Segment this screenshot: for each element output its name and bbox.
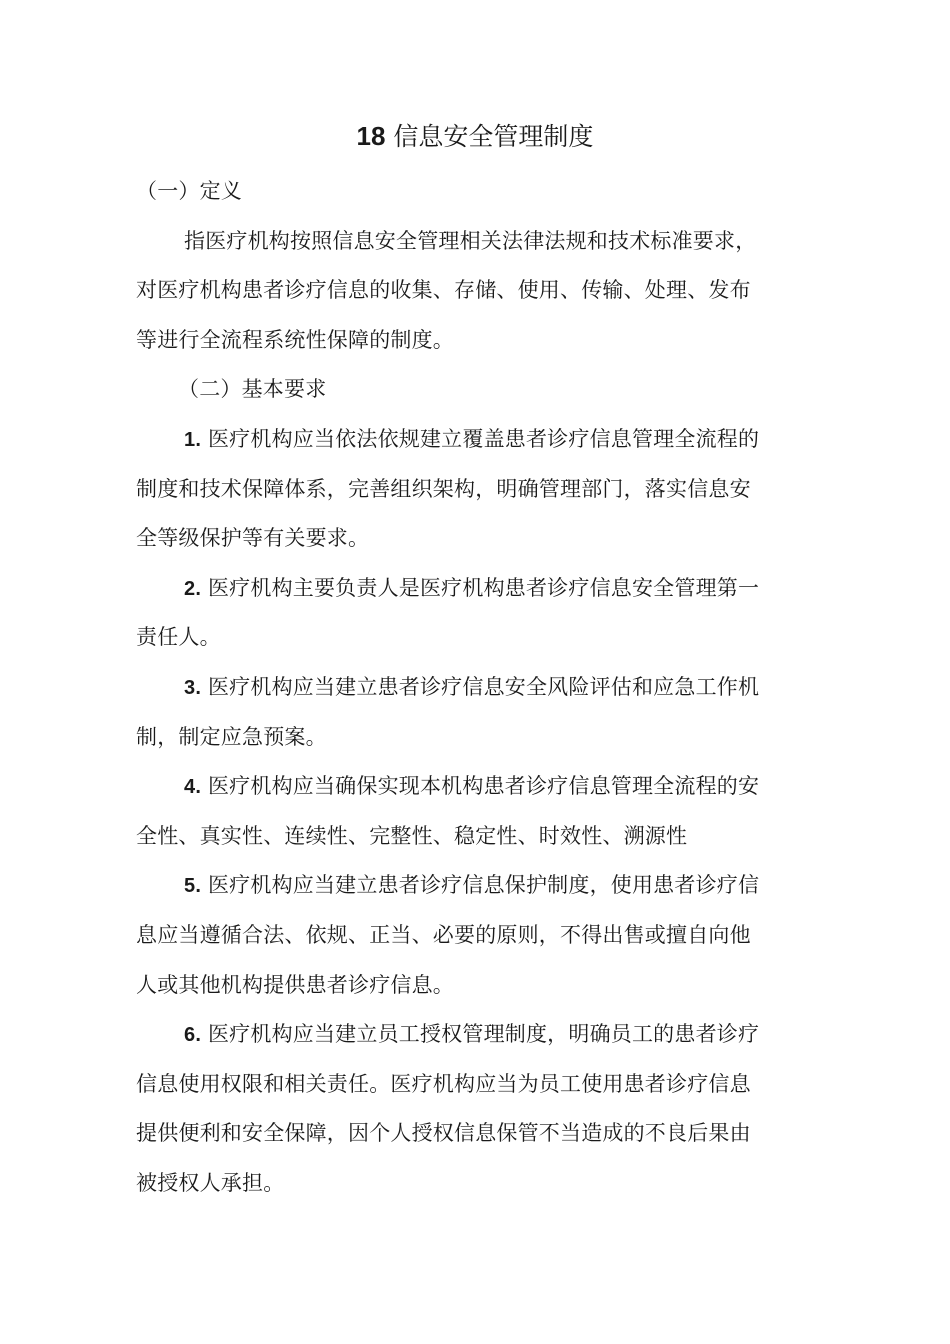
item-text: 医疗机构应当建立员工授权管理制度，明确员工的患者诊疗 (207, 1022, 760, 1047)
item-number: 1. (184, 428, 202, 451)
paragraph-line (136, 564, 826, 614)
title-number: 18 (356, 121, 386, 151)
document-title (0, 116, 950, 157)
document-body (136, 167, 826, 1208)
paragraph-line: 全性、真实性、连续性、完整性、稳定性、时效性、溯源性 (136, 823, 688, 848)
paragraph-line: 信息使用权限和相关责任。医疗机构应当为员工使用患者诊疗信息 (136, 1071, 751, 1096)
requirement-item-3 (136, 663, 826, 762)
paragraph-line: 责任人。 (136, 625, 221, 650)
paragraph-line: 人或其他机构提供患者诊疗信息。 (136, 972, 454, 997)
item-text: 医疗机构应当确保实现本机构患者诊疗信息管理全流程的安 (207, 774, 760, 799)
requirement-item-6 (136, 1010, 826, 1208)
paragraph-line: 等进行全流程系统性保障的制度。 (136, 327, 454, 352)
paragraph-line (136, 861, 826, 911)
item-text: 医疗机构应当依法依规建立覆盖患者诊疗信息管理全流程的 (207, 426, 760, 451)
item-number: 6. (184, 1024, 202, 1047)
item-number: 5. (184, 875, 202, 898)
paragraph-line (136, 1010, 826, 1060)
section-heading-definition: （一）定义 (136, 179, 242, 203)
requirement-item-2 (136, 564, 826, 663)
section-heading-requirements: （二）基本要求 (178, 377, 327, 402)
definition-paragraph (136, 217, 826, 366)
paragraph-line: 制，制定应急预案。 (136, 724, 327, 749)
paragraph-line (136, 415, 826, 465)
paragraph-line: 息应当遵循合法、依规、正当、必要的原则，不得出售或擅自向他 (136, 922, 751, 947)
title-text: 信息安全管理制度 (393, 122, 594, 151)
paragraph-line: 制度和技术保障体系，完善组织架构，明确管理部门，落实信息安 (136, 476, 751, 501)
item-number: 4. (184, 776, 202, 799)
requirement-item-5 (136, 861, 826, 1010)
requirement-item-1 (136, 415, 826, 564)
requirement-item-4 (136, 762, 826, 861)
item-text: 医疗机构主要负责人是医疗机构患者诊疗信息安全管理第一 (207, 575, 760, 600)
item-text: 医疗机构应当建立患者诊疗信息保护制度，使用患者诊疗信 (207, 873, 760, 898)
paragraph-line (136, 762, 826, 812)
paragraph-line: 对医疗机构患者诊疗信息的收集、存储、使用、传输、处理、发布 (136, 278, 751, 303)
paragraph-line: 提供便利和安全保障，因个人授权信息保管不当造成的不良后果由 (136, 1121, 751, 1146)
paragraph-line (136, 663, 826, 713)
item-number: 3. (184, 676, 202, 699)
paragraph-line: 全等级保护等有关要求。 (136, 526, 370, 551)
paragraph-line: 指医疗机构按照信息安全管理相关法律法规和技术标准要求， (184, 228, 757, 253)
item-number: 2. (184, 577, 202, 600)
item-text: 医疗机构应当建立患者诊疗信息安全风险评估和应急工作机 (207, 674, 760, 699)
paragraph-line: 被授权人承担。 (136, 1170, 285, 1195)
